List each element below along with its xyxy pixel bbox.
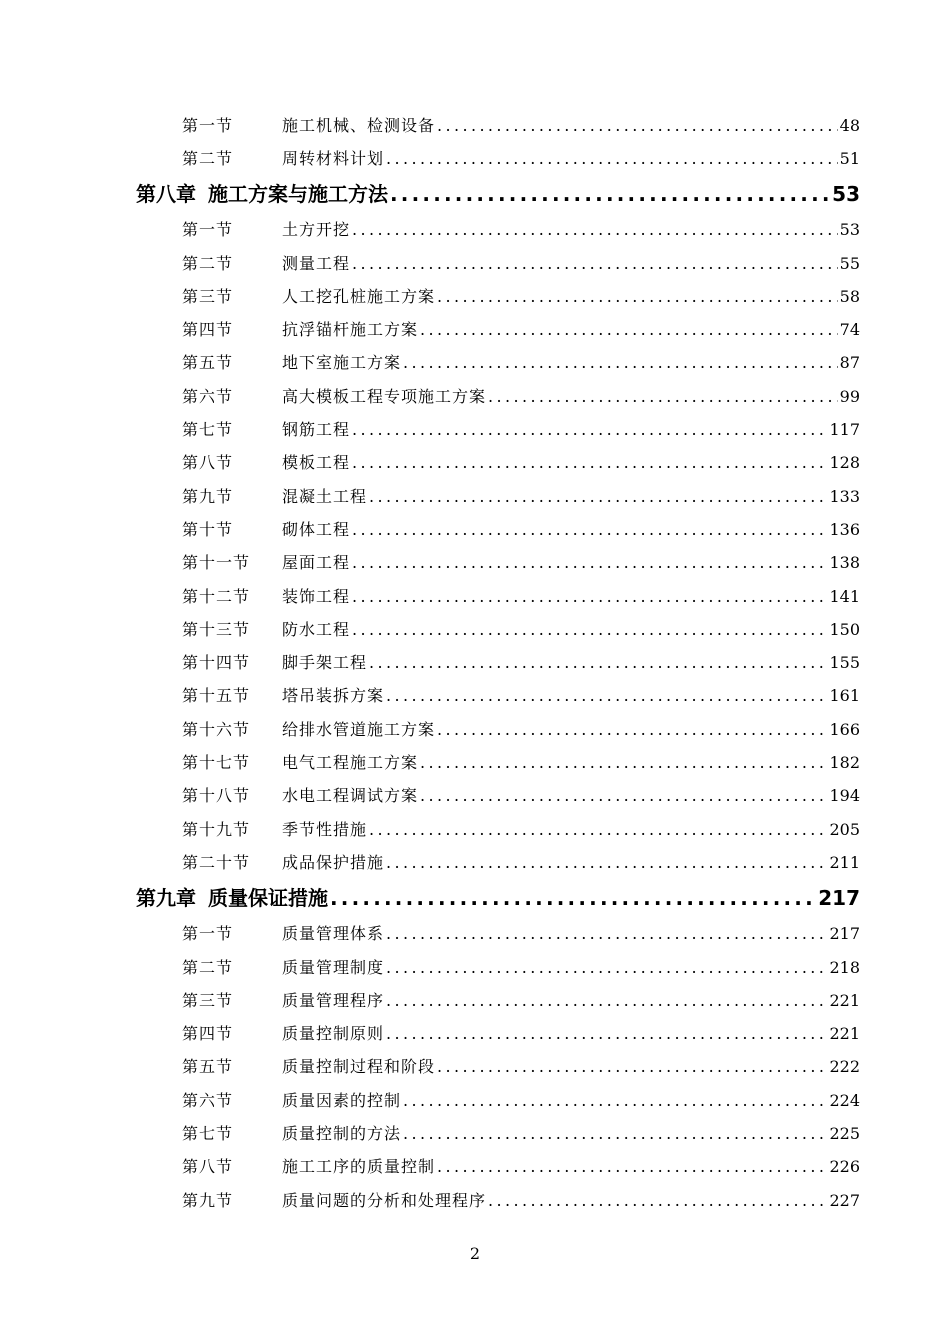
- toc-entry-number: 第三节: [182, 990, 234, 1010]
- toc-entry-page: 166: [829, 719, 860, 739]
- dot-leader: [352, 513, 827, 546]
- dot-leader: [390, 175, 830, 213]
- dot-leader: [386, 951, 827, 984]
- toc-section-entry[interactable]: [0, 1050, 860, 1083]
- toc-entry-number: 第十节: [182, 519, 234, 539]
- toc-section-entry[interactable]: [0, 951, 860, 984]
- toc-entry-page: 182: [829, 753, 860, 773]
- page-number: 2: [469, 1244, 481, 1263]
- toc-entry-number: 第二节: [182, 253, 234, 273]
- toc-section-entry[interactable]: [0, 1084, 860, 1117]
- toc-entry-title: 质量问题的分析和处理程序: [282, 1190, 487, 1210]
- toc-entry-page: 136: [829, 519, 860, 539]
- dot-leader: [437, 280, 838, 313]
- dot-leader: [330, 879, 816, 917]
- dot-leader: [352, 446, 827, 479]
- toc-entry-title: 人工挖孔桩施工方案: [282, 286, 436, 306]
- toc-section-entry[interactable]: [0, 984, 860, 1017]
- dot-leader: [488, 1184, 827, 1217]
- toc-entry-page: 53: [832, 182, 860, 207]
- toc-entry-title: 质量管理体系: [282, 924, 385, 944]
- toc-entry-title: 混凝土工程: [282, 486, 368, 506]
- toc-entry-page: 141: [829, 586, 860, 606]
- toc-entry-page: 221: [829, 1024, 860, 1044]
- toc-section-entry[interactable]: [0, 813, 860, 846]
- toc-entry-page: 226: [829, 1157, 860, 1177]
- toc-entry-page: 205: [829, 819, 860, 839]
- toc-entry-number: 第十三节: [182, 619, 251, 639]
- toc-entry-number: 第二节: [182, 149, 234, 168]
- toc-entry-title: 施工机械、检测设备: [282, 116, 436, 135]
- toc-entry-page: 128: [829, 453, 860, 473]
- toc-section-entry[interactable]: [0, 513, 860, 546]
- toc-entry-page: 217: [818, 886, 860, 911]
- dot-leader: [437, 713, 827, 746]
- toc-entry-title: 水电工程调试方案: [282, 786, 419, 806]
- toc-entry-number: 第十五节: [182, 686, 251, 706]
- toc-entry-number: 第二节: [182, 957, 234, 977]
- toc-entry-title: 质量管理制度: [282, 957, 385, 977]
- toc-entry-number: 第九章: [136, 886, 196, 911]
- toc-chapter-entry[interactable]: [0, 879, 860, 917]
- dot-leader: [369, 480, 827, 513]
- toc-entry-number: 第一节: [182, 220, 234, 240]
- toc-section-entry[interactable]: [0, 1184, 860, 1217]
- toc-section-entry[interactable]: [0, 713, 860, 746]
- toc-entry-page: 211: [829, 852, 860, 872]
- toc-entry-title: 施工方案与施工方法: [208, 182, 388, 207]
- dot-leader: [437, 1150, 827, 1183]
- toc-entry-number: 第八节: [182, 1157, 234, 1177]
- toc-section-entry[interactable]: [0, 380, 860, 413]
- toc-entry-page: 224: [829, 1090, 860, 1110]
- toc-entry-title: 质量管理程序: [282, 990, 385, 1010]
- toc-entry-number: 第十八节: [182, 786, 251, 806]
- toc-entry-number: 第九节: [182, 486, 234, 506]
- toc-section-entry[interactable]: [0, 413, 860, 446]
- toc-entry-page: 218: [829, 957, 860, 977]
- dot-leader: [352, 580, 827, 613]
- toc-entry-title: 防水工程: [282, 619, 351, 639]
- toc-entry-number: 第七节: [182, 1124, 234, 1144]
- toc-section-entry[interactable]: [0, 446, 860, 479]
- toc-entry-page: 161: [829, 686, 860, 706]
- toc-section-entry[interactable]: [0, 1117, 860, 1150]
- dot-leader: [386, 1017, 827, 1050]
- toc-entry-title: 塔吊装拆方案: [282, 686, 385, 706]
- toc-entry-number: 第九节: [182, 1190, 234, 1210]
- toc-entry-page: 221: [829, 990, 860, 1010]
- toc-section-entry[interactable]: [0, 142, 860, 175]
- dot-leader: [437, 1050, 827, 1083]
- toc-entry-title: 电气工程施工方案: [282, 753, 419, 773]
- toc-entry-title: 周转材料计划: [282, 149, 385, 168]
- toc-section-entry[interactable]: [0, 646, 860, 679]
- toc-entry-title: 抗浮锚杆施工方案: [282, 320, 419, 340]
- toc-section-entry[interactable]: [0, 613, 860, 646]
- dot-leader: [386, 679, 827, 712]
- toc-entry-page: 155: [829, 653, 860, 673]
- toc-entry-title: 质量控制过程和阶段: [282, 1057, 436, 1077]
- toc-entry-title: 地下室施工方案: [282, 353, 402, 373]
- toc-entry-number: 第七节: [182, 420, 234, 440]
- toc-entry-title: 给排水管道施工方案: [282, 719, 436, 739]
- dot-leader: [420, 313, 838, 346]
- toc-section-entry[interactable]: [0, 580, 860, 613]
- dot-leader: [403, 1084, 827, 1117]
- toc-section-entry[interactable]: [0, 313, 860, 346]
- dot-leader: [437, 109, 838, 142]
- toc-section-entry[interactable]: [0, 480, 860, 513]
- toc-entry-title: 砌体工程: [282, 519, 351, 539]
- toc-entry-number: 第十六节: [182, 719, 251, 739]
- toc-entry-page: 222: [829, 1057, 860, 1077]
- toc-section-entry[interactable]: [0, 213, 860, 246]
- toc-entry-title: 质量控制原则: [282, 1024, 385, 1044]
- toc-entry-page: 217: [829, 924, 860, 944]
- toc-section-entry[interactable]: [0, 917, 860, 950]
- toc-section-entry[interactable]: [0, 779, 860, 812]
- dot-leader: [352, 613, 827, 646]
- dot-leader: [403, 1117, 827, 1150]
- toc-entry-number: 第四节: [182, 320, 234, 340]
- toc-entry-page: 51: [839, 149, 860, 168]
- toc-section-entry[interactable]: [0, 109, 860, 142]
- toc-entry-page: 55: [839, 253, 860, 273]
- toc-chapter-entry[interactable]: [0, 175, 860, 213]
- toc-entry-page: 48: [839, 116, 860, 135]
- toc-entry-page: 227: [829, 1190, 860, 1210]
- toc-entry-title: 质量控制的方法: [282, 1124, 402, 1144]
- toc-section-entry[interactable]: [0, 280, 860, 313]
- toc-entry-title: 土方开挖: [282, 220, 351, 240]
- toc-entry-number: 第三节: [182, 286, 234, 306]
- toc-entry-page: 53: [839, 220, 860, 240]
- toc-entry-number: 第五节: [182, 1057, 234, 1077]
- toc-entry-number: 第一节: [182, 116, 234, 135]
- toc-entry-title: 高大模板工程专项施工方案: [282, 386, 487, 406]
- toc-entry-number: 第六节: [182, 1090, 234, 1110]
- toc-entry-number: 第十一节: [182, 553, 251, 573]
- toc-entry-page: 150: [829, 619, 860, 639]
- dot-leader: [420, 746, 827, 779]
- toc-entry-page: 117: [829, 420, 860, 440]
- toc-entry-number: 第五节: [182, 353, 234, 373]
- toc-entry-title: 质量因素的控制: [282, 1090, 402, 1110]
- toc-entry-page: 58: [839, 286, 860, 306]
- toc-entry-page: 74: [839, 320, 860, 340]
- toc-section-entry[interactable]: [0, 846, 860, 879]
- dot-leader: [352, 213, 838, 246]
- toc-entry-title: 测量工程: [282, 253, 351, 273]
- toc-entry-title: 屋面工程: [282, 553, 351, 573]
- toc-section-entry[interactable]: [0, 1017, 860, 1050]
- toc-entry-page: 87: [839, 353, 860, 373]
- toc-entry-title: 季节性措施: [282, 819, 368, 839]
- toc-entry-number: 第十九节: [182, 819, 251, 839]
- toc-entry-title: 脚手架工程: [282, 653, 368, 673]
- toc-section-entry[interactable]: [0, 1150, 860, 1183]
- dot-leader: [386, 984, 827, 1017]
- toc-section-entry[interactable]: [0, 746, 860, 779]
- dot-leader: [386, 917, 827, 950]
- toc-entry-title: 施工工序的质量控制: [282, 1157, 436, 1177]
- toc-entry-page: 225: [829, 1124, 860, 1144]
- dot-leader: [352, 413, 827, 446]
- toc-entry-number: 第四节: [182, 1024, 234, 1044]
- toc-entry-number: 第十四节: [182, 653, 251, 673]
- dot-leader: [488, 380, 838, 413]
- toc-section-entry[interactable]: [0, 346, 860, 379]
- toc-entry-number: 第一节: [182, 924, 234, 944]
- toc-entry-title: 装饰工程: [282, 586, 351, 606]
- toc-entry-number: 第六节: [182, 386, 234, 406]
- toc-section-entry[interactable]: [0, 546, 860, 579]
- toc-entry-title: 质量保证措施: [208, 886, 328, 911]
- toc-entry-page: 133: [829, 486, 860, 506]
- toc-section-entry[interactable]: [0, 679, 860, 712]
- dot-leader: [352, 247, 838, 280]
- toc-entry-number: 第二十节: [182, 852, 251, 872]
- toc-entry-title: 模板工程: [282, 453, 351, 473]
- dot-leader: [369, 646, 827, 679]
- dot-leader: [403, 346, 838, 379]
- dot-leader: [420, 779, 827, 812]
- toc-entry-title: 成品保护措施: [282, 852, 385, 872]
- dot-leader: [352, 546, 827, 579]
- toc-section-entry[interactable]: [0, 247, 860, 280]
- toc-entry-page: 138: [829, 553, 860, 573]
- toc-entry-number: 第十七节: [182, 753, 251, 773]
- toc-entry-number: 第八章: [136, 182, 196, 207]
- toc-entry-page: 99: [839, 386, 860, 406]
- toc-entry-number: 第十二节: [182, 586, 251, 606]
- toc-entry-title: 钢筋工程: [282, 420, 351, 440]
- dot-leader: [386, 846, 827, 879]
- dot-leader: [386, 142, 838, 175]
- toc-entry-page: 194: [829, 786, 860, 806]
- toc-entry-number: 第八节: [182, 453, 234, 473]
- table-of-contents: [0, 109, 950, 1217]
- dot-leader: [369, 813, 827, 846]
